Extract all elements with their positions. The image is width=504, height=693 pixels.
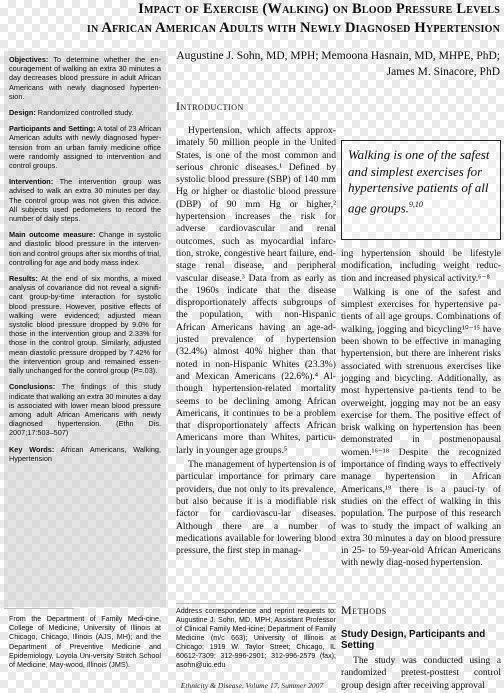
keywords-label: Key Words: bbox=[9, 444, 55, 454]
authors-line-2: James M. Sinacore, PhD bbox=[386, 66, 500, 78]
abstract-box bbox=[4, 51, 166, 607]
keywords-text: African Americans, Walking, Hypertension bbox=[9, 444, 161, 463]
right-column bbox=[341, 248, 501, 584]
affiliation-footnote: From the Department of Family Medi-cine, College of Medicine, University of Illinois at Chicago, Chicago, Illinois (AJS, MH); and the Department of Preventive Medicine and Epidemiology, Loyola Uni-versity Stritch School of Medicine, May-wood, Illinois (JMS). bbox=[9, 614, 161, 670]
introduction-heading: Introduction bbox=[176, 99, 244, 113]
authors-line-1: Augustine J. Sohn, MD, MPH; Memoona Hasnain, MD, MHPE, PhD; bbox=[176, 50, 500, 62]
design-label: Design: bbox=[9, 108, 36, 118]
intro-paragraph-1: Hypertension, which affects approx-imately 50 million people in the United States, is one of the most common and serious chronic diseases.¹ Defined by systolic blood pressure (SBP) of 140 mm Hg or higher or diastolic blood pressure (DBP) of 90 mm Hg or higher,² hypertension increases the risk for adverse cardiovascular and renal outcomes, such as myocardial infarc-tion, stroke, congestive heart failure, end-stage renal disease, and peripheral vascular disease.³ Data from as early as the 1960s indicate that the disease disproportionately affects subgroups of the population, with non-Hispanic African Americans having an age-ad-justed prevalence of hypertension (32.4%) almost 40% higher than that noted in non-Hispanic Whites (23.3%) and Mexican Americans (22.6%).⁴ Al-though hypertension-related mortality seems to be declining among African Americans, it continues to be a problem that disproportionately affects African Americans more than Whites, particu-larly in younger age groups.⁵ bbox=[176, 125, 336, 456]
conclusions-text: The findings of this study indicate that walking an extra 30 minutes a day is associated with lower mean blood pressure among adult African Americans with newly diagnosed hypertension. (Ethn Dis. 2007;17:503–507) bbox=[9, 382, 161, 438]
methods-column bbox=[341, 655, 501, 691]
results-label: Results: bbox=[9, 274, 38, 284]
objectives-text: To determine whether the en-couragement of walking an extra 30 minutes a day decreases blood pressure in adult African Americans with newly diagnosed hyperten-sion. bbox=[9, 55, 161, 101]
outcome-label: Main outcome measure: bbox=[9, 230, 96, 240]
title-line-1: Impact of Exercise (Walking) on Blood Pressure Levels bbox=[138, 1, 500, 17]
pull-quote bbox=[341, 140, 501, 240]
intro-paragraph-2: The management of hypertension is of particular importance for primary care providers, due not only to its prevalence, but also because it is a modifiable risk factor for cardiovascu-lar diseases. Although there are a number of medications available for lowering blood pressure, the first step in manag- bbox=[176, 459, 336, 557]
abstract-conclusions bbox=[9, 382, 161, 437]
abstract-objectives bbox=[9, 55, 161, 101]
correspondence-rule bbox=[176, 603, 336, 604]
intervention-label: Intervention: bbox=[9, 177, 54, 187]
methods-heading: Methods bbox=[341, 603, 387, 617]
objectives-label: Objectives: bbox=[9, 55, 49, 64]
abstract-intervention bbox=[9, 177, 161, 223]
pull-quote-refs: 9,10 bbox=[408, 199, 423, 209]
article-title bbox=[0, 0, 504, 38]
methods-paragraph-1: The study was conducted using a randomized pretest-posttest control group design after receiving approval bbox=[341, 655, 501, 691]
abstract-keywords bbox=[9, 445, 161, 463]
outcome-text: Change in systolic and diastolic blood pressure in the interven-tion and control groups after six months of trial, controlling for age and body mass index. bbox=[9, 230, 162, 267]
correspondence-note: Address correspondence and reprint requests to: Augustine J. Sohn, MD, MPH; Assistant Professor of Clinical Family Med-icine; Department of Family Medicine (m/c 663); University of Illinois at Chicago; 1919 W. Taylor Street; Chicago, IL 60612-7309; 312-996-2901; 312-996-2579 (fax); asohn@uic.edu bbox=[176, 607, 336, 669]
study-design-subheading: Study Design, Participants and Setting bbox=[341, 629, 486, 651]
design-text: Randomized controlled study. bbox=[37, 108, 134, 118]
journal-footer: Ethnicity & Disease, Volume 17, Summer 2007 bbox=[180, 681, 324, 690]
introduction-column bbox=[176, 125, 336, 601]
right-paragraph-2: Walking is one of the safest and simplest exercises for hypertensive pa-tients of all age groups. Combinations of walking, jogging and bicycling¹⁰⁻¹⁵ have been shown to be effective in managing hypertension, but there are inherent risks associated with strenuous exercises like jogging and bicycling. Additionally, as most hypertensive pa-tients tend to be overweight, jogging may not be an easy exercise for them. The positive effect of brisk walking on hypertension has been demonstrated in postmenopausal women.¹⁶⁻¹⁸ Despite the recognized importance of finding ways to effectively manage hypertension in African Americans,¹⁹ there is a pauci-ty of studies on the effect of walking in this population. The purpose of this research was to study the impact of walking an extra 30 minutes a day on blood pressure in 25- to 59-year-old African Americans with newly diag-nosed hypertension. bbox=[341, 286, 501, 569]
participants-text: A total of 23 African American adults with newly diagnosed hyper-tension from an urban family medicine office were randomly assigned to intervention and control groups. bbox=[9, 124, 162, 171]
participants-label: Participants and Setting: bbox=[9, 124, 96, 134]
abstract-outcome bbox=[9, 230, 161, 267]
right-paragraph-1: ing hypertension should be lifestyle modification, including weight reduc-tion and increased physical activity.⁶⁻⁸ bbox=[341, 248, 501, 284]
conclusions-label: Conclusions: bbox=[9, 382, 56, 392]
intervention-text: The intervention group was advised to walk an extra 30 minutes per day. The control group was not given this advice. All subjects used pedometers to record the number of daily steps. bbox=[9, 177, 161, 224]
abstract-results bbox=[9, 274, 161, 375]
pull-quote-text: Walking is one of the safest and simplest exercises for hypertensive patients of all age groups. bbox=[348, 147, 490, 215]
abstract-participants bbox=[9, 124, 161, 170]
abstract-design bbox=[9, 108, 161, 117]
title-line-2: in African American Adults with Newly Diagnosed Hypertension bbox=[86, 20, 500, 36]
footnote-rule bbox=[4, 608, 74, 609]
author-list bbox=[176, 48, 500, 80]
results-text: At the end of six months, a mixed analysis of covariance did not reveal a signifi-cant group-by-time interaction for systolic blood pressure. However, positive effects of walking were evidenced; adjusted mean systolic blood pressure dropped by 9.0% for those in the intervention group and 2.33% for those in the control group. Similarly, adjusted mean diastolic pressure dropped by 7.42% for the intervention group and remained essen-tially unchanged for the control group (P=.03). bbox=[9, 274, 162, 376]
